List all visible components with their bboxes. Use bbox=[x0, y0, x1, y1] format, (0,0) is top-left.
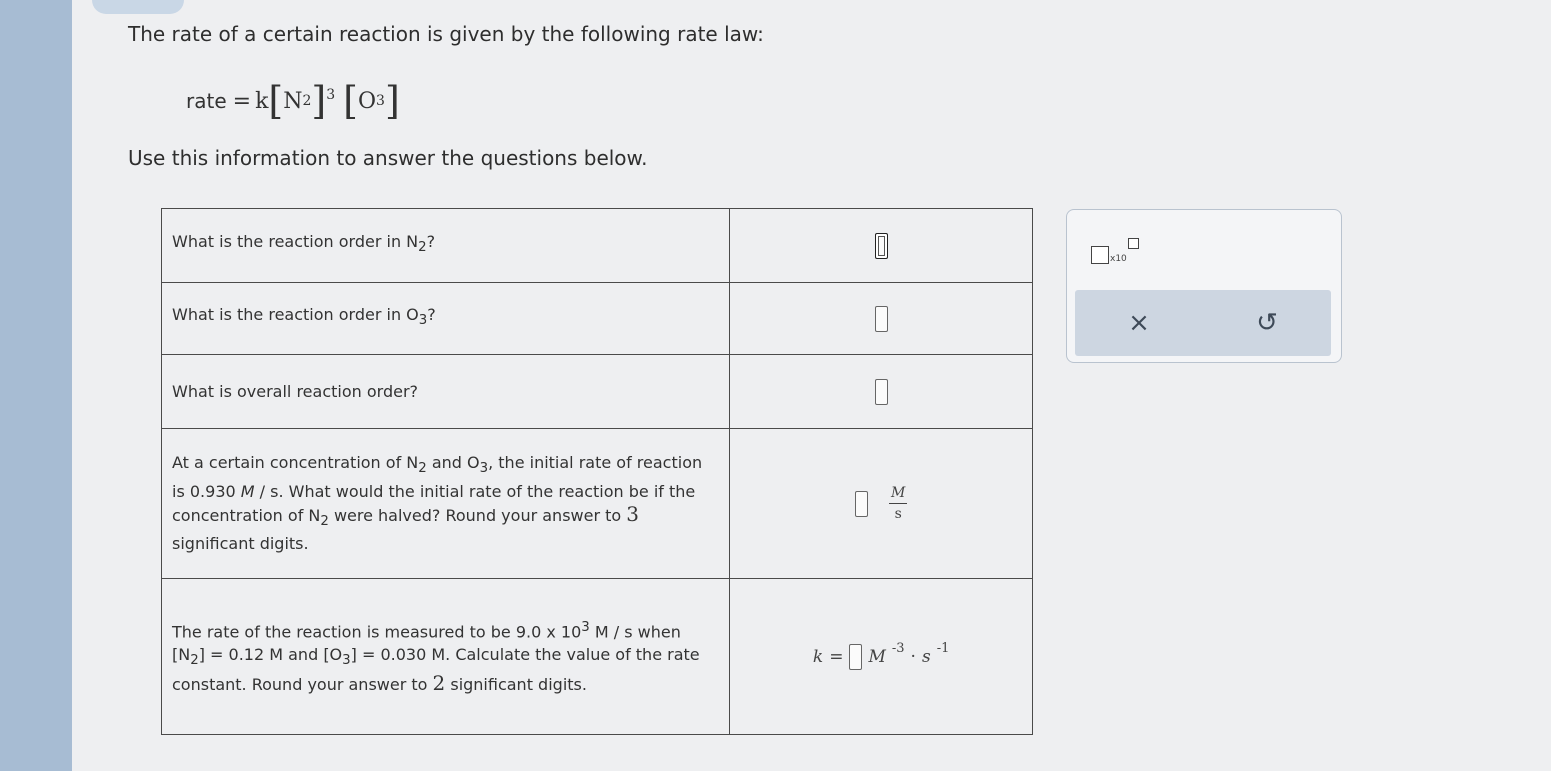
species-o-subscript: 3 bbox=[376, 93, 385, 109]
question-cell: What is the reaction order in $O_3$? bbox=[162, 283, 730, 355]
answer-input-n2-order[interactable] bbox=[875, 233, 888, 259]
mantissa-box-icon bbox=[1091, 246, 1109, 264]
answer-input-new-rate[interactable] bbox=[855, 491, 868, 517]
answer-cell bbox=[730, 283, 1033, 355]
rate-law-equation: rate = k [ N 2 ] $^3$ [ O 3 ] bbox=[186, 79, 400, 123]
questions-table bbox=[161, 208, 1033, 735]
species-n-subscript: 2 bbox=[302, 93, 312, 109]
intro-text: The rate of a certain reaction is given by the following rate law: bbox=[128, 22, 764, 46]
species-n-exponent: 3 bbox=[326, 87, 336, 103]
question-cell: What is the reaction order in $N_2$? bbox=[162, 209, 730, 283]
clear-icon[interactable]: × bbox=[1128, 308, 1150, 338]
equals-sign: = bbox=[232, 88, 252, 114]
table-row bbox=[162, 429, 1033, 579]
scientific-notation-button[interactable]: x10 bbox=[1091, 238, 1139, 264]
table-row bbox=[162, 355, 1033, 429]
instruction-text: Use this information to answer the questions below. bbox=[128, 146, 648, 170]
species-o: O bbox=[357, 88, 377, 114]
undo-icon[interactable]: ↺ bbox=[1256, 308, 1278, 338]
answer-input-overall-order[interactable] bbox=[875, 379, 888, 405]
top-tab-button[interactable] bbox=[92, 0, 184, 14]
table-row bbox=[162, 283, 1033, 355]
unit-fraction: $\frac{M}{s}$ bbox=[891, 485, 906, 522]
table-row bbox=[162, 579, 1033, 735]
question-cell: The rate of the reaction is measured to be 9.0 x $10^3$ M / s when $[N_2] = 0.12$ M and $[O_3] = 0.030$ M. Calculate the value of the rate constant. Round your answer to 2 significant digits. bbox=[162, 579, 730, 735]
answer-cell bbox=[730, 355, 1033, 429]
rate-constant-k: k bbox=[255, 88, 269, 114]
answer-input-rate-constant[interactable] bbox=[849, 644, 862, 670]
question-cell: What is overall reaction order? bbox=[162, 355, 730, 429]
table-row bbox=[162, 209, 1033, 283]
rate-constant-expression: k = M $^{-3}$ · s $^{-1}$ bbox=[813, 644, 949, 670]
toolbar-action-bar bbox=[1075, 290, 1331, 356]
rate-label: rate bbox=[186, 89, 227, 113]
answer-cell bbox=[730, 579, 1033, 735]
math-toolbar-panel bbox=[1066, 209, 1342, 363]
exponent-box-icon bbox=[1128, 238, 1139, 249]
answer-cell bbox=[730, 209, 1033, 283]
answer-cell bbox=[730, 429, 1033, 579]
left-sidebar-strip bbox=[0, 0, 72, 771]
question-cell: At a certain concentration of $N_2$ and $O_3$, the initial rate of reaction is 0.930 M / s. What would the initial rate of the reaction be if the concentration of $N_2$ were halved? Round your answer to 3 significant digits. bbox=[162, 429, 730, 579]
answer-input-o3-order[interactable] bbox=[875, 306, 888, 332]
species-n: N bbox=[283, 88, 303, 114]
